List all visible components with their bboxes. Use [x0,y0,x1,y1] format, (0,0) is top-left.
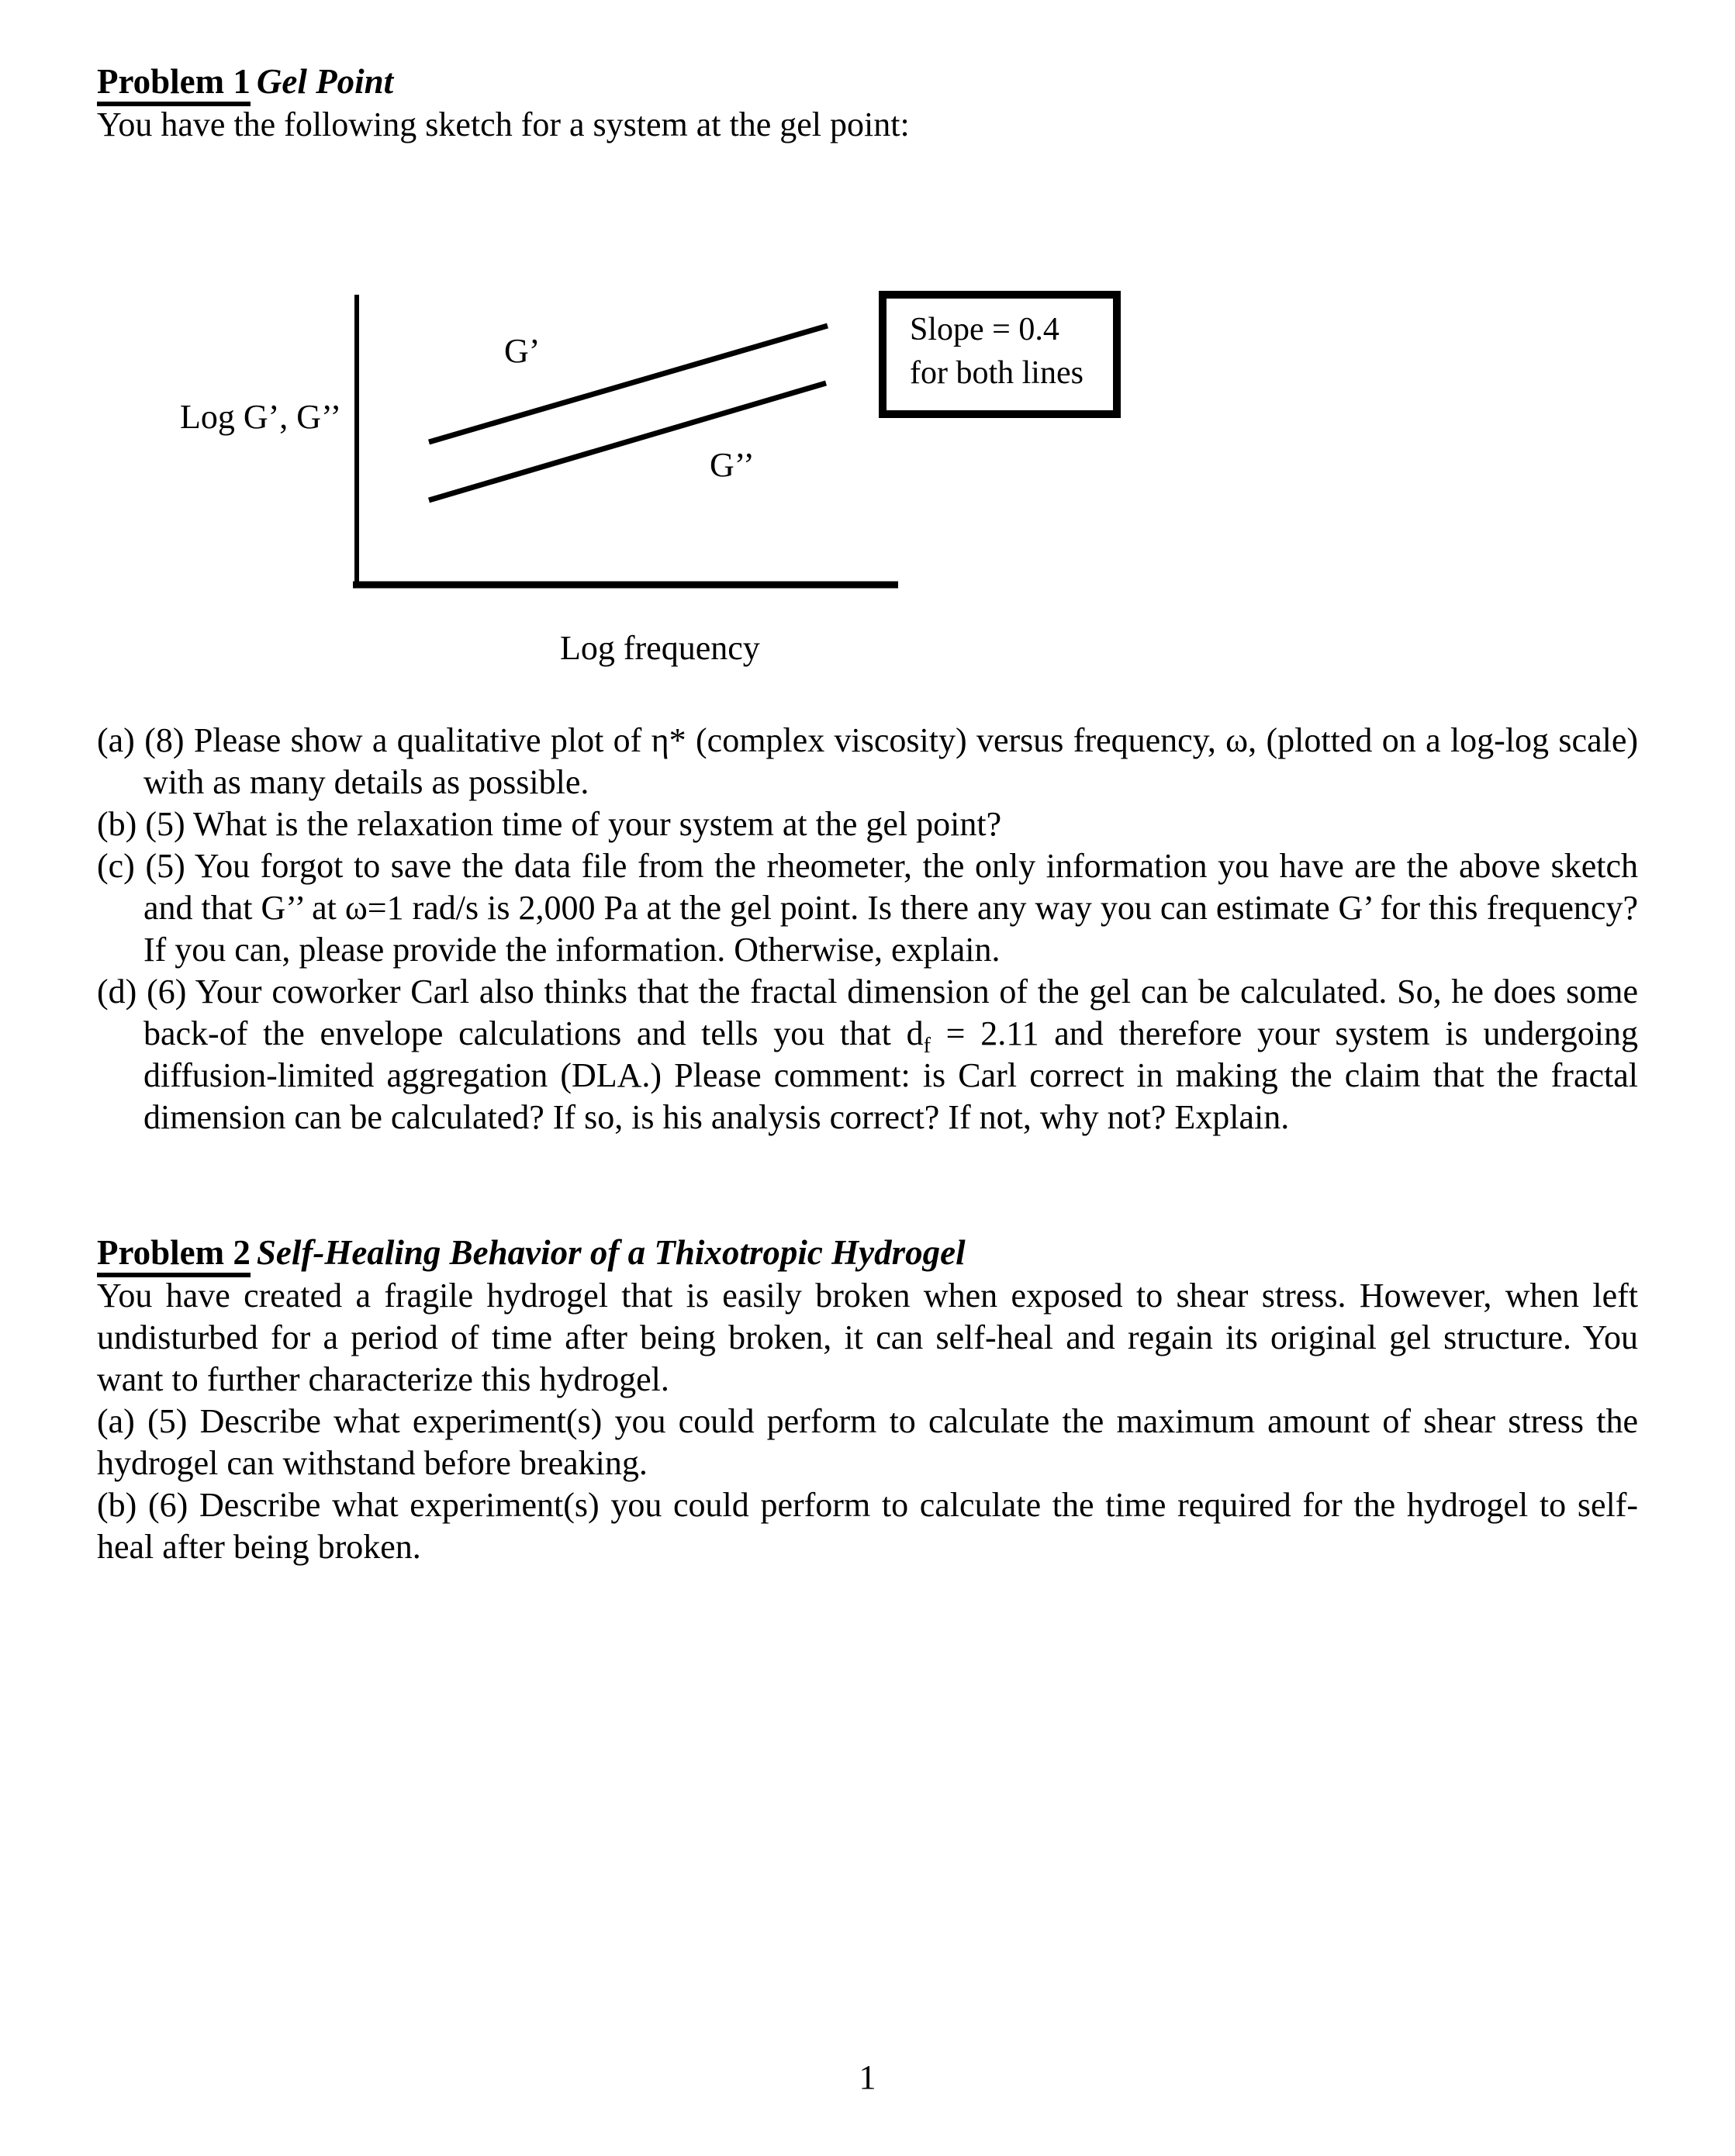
item-text-before: Your coworker Carl also thinks that the fractal dimension of the gel can be calculated. So, he does some back-of the envelope calculations and tells you that d [143,973,1638,1052]
problem1-intro: You have the following sketch for a system at the gel point: [97,105,910,143]
x-axis-label: Log frequency [560,629,760,667]
item-label: (b) [97,805,137,843]
g-double-prime-curve [429,383,826,500]
problem2-heading [97,1230,1638,1275]
item-points: (6) [147,973,187,1011]
item-text-after: = 2.11 and therefore your system is undergoing diffusion-limited aggregation (DLA.) Please comment: is Carl correct in making the claim that the fractal dimension can be calculated? If so, is his analysis correct? If not, why not? Explain. [143,1014,1638,1136]
problem1-item-d [97,971,1638,1138]
item-points: (6) [148,1486,188,1524]
problem1-heading [97,59,1638,104]
problem1-heading-title: Gel Point [256,62,394,101]
problem2-item-b [97,1484,1638,1568]
gel-point-sketch [0,146,1735,720]
item-points: (5) [145,847,185,885]
item-label: (b) [97,1486,137,1524]
item-label: (a) [97,721,135,759]
item-points: (5) [145,805,185,843]
item-points: (8) [144,721,185,759]
item-text: Describe what experiment(s) you could perform to calculate the maximum amount of shear stress the hydrogel can withstand before breaking. [97,1402,1639,1482]
item-text: What is the relaxation time of your system at the gel point? [192,805,1002,843]
page-number: 1 [859,2058,876,2096]
g-prime-label: G’ [504,332,541,370]
g-double-prime-label: G’’ [710,446,755,484]
problem2-intro: You have created a fragile hydrogel that is easily broken when exposed to shear stress. However, when left undisturbed for a period of time after being broken, it can self-heal and regain its original gel structure. You want to further characterize this hydrogel. [97,1277,1638,1398]
fractal-dimension-subscript: f [923,1033,931,1058]
item-text: You forgot to save the data file from the rheometer, the only information you have are the above sketch and that G’’ at ω=1 rad/s is 2,000 Pa at the gel point. Is there any way you can estimate G’ for this frequency? If you can, please provide the information. Otherwise, explain. [143,847,1638,969]
item-points: (5) [147,1402,188,1440]
y-axis-label: Log G’, G’’ [180,398,342,436]
gel-point-figure [0,146,1735,720]
problem2-heading-title: Self-Healing Behavior of a Thixotropic Hydrogel [256,1233,966,1272]
item-text: Describe what experiment(s) you could perform to calculate the time required for the hydrogel to self-heal after being broken. [97,1486,1639,1566]
item-text: Please show a qualitative plot of η* (complex viscosity) versus frequency, ω, (plotted on a log-log scale) with as many details as possible. [143,721,1638,801]
problem2-item-a [97,1401,1638,1484]
problem1-item-b [97,803,1638,845]
item-label: (d) [97,973,137,1011]
problem1-item-c [97,845,1638,971]
item-label: (c) [97,847,135,885]
g-prime-curve [429,326,828,442]
problem1-item-a [97,720,1638,803]
slope-annotation-line1: Slope = 0.4 [910,312,1059,347]
slope-annotation-line2: for both lines [910,355,1084,391]
item-label: (a) [97,1402,135,1440]
problem1-heading-number: Problem 1 [97,62,251,106]
problem2-heading-number: Problem 2 [97,1233,251,1277]
